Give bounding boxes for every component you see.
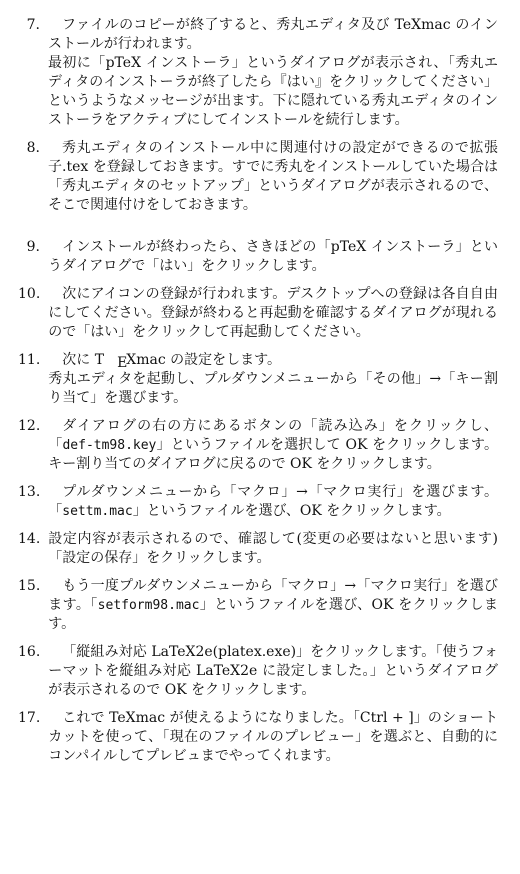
- tex-logo-t: T: [94, 352, 105, 368]
- step-8: [18, 139, 498, 215]
- step-paragraph: ファイルのコピーが終了すると、秀丸エディタ及び TeXmac のインストールが行われます。: [48, 17, 498, 52]
- step-paragraph: これで TeXmac が使えるようになりました。「Ctrl + ]」のショートカットを使って、「現在のファイルのプレビュー」を選ぶと、自動的にコンパイルしてプレビュまでやってくれます。: [48, 710, 498, 764]
- tex-logo-e: E: [117, 355, 128, 371]
- step-body: [48, 238, 498, 276]
- step-body: [48, 577, 498, 634]
- step-13: [18, 483, 498, 521]
- step-paragraph: インストールが終わったら、さきほどの「pTeX インストーラ」というダイアログで「はい」をクリックします。: [48, 239, 498, 274]
- step-body: [48, 16, 498, 130]
- step-text: 次に: [62, 352, 95, 368]
- step-11: [18, 351, 498, 408]
- step-text: 」というファイルを選択して OK をクリックします。キー割り当てのダイアログに戻るので OK をクリックします。: [48, 437, 498, 472]
- step-text: 」というファイルを選び、OK をクリックします。: [132, 503, 451, 519]
- step-number: 12.: [18, 418, 41, 434]
- spacer: [18, 224, 498, 238]
- step-paragraph: [48, 351, 498, 370]
- step-number: 16.: [18, 644, 41, 660]
- step-body: [48, 709, 498, 766]
- step-paragraph: 最初に「pTeX インストーラ」というダイアログが表示され、「秀丸エディタのインストーラが終了したら『はい』をクリックしてください」というようなメッセージが出ます。下に隠れている秀丸エディタのインストーラをアクティブにしてインストールを続行します。: [48, 55, 498, 128]
- step-paragraph: [48, 577, 498, 634]
- step-body: [48, 285, 498, 342]
- step-number: 8.: [26, 140, 40, 156]
- step-10: [18, 285, 498, 342]
- step-text: mac の設定をします。: [136, 352, 282, 368]
- step-12: [18, 417, 498, 474]
- step-text: もう一度プルダウンメニューから「マクロ」→「マクロ実行」を選びます。「: [48, 578, 498, 613]
- step-number: 7.: [26, 17, 40, 33]
- filename-code: def-tm98.key: [62, 438, 157, 453]
- step-body: [48, 643, 498, 700]
- step-number: 13.: [18, 484, 41, 500]
- step-14: [18, 530, 498, 568]
- step-number: 17.: [18, 710, 41, 726]
- step-number: 14.: [18, 531, 41, 547]
- step-number: 9.: [26, 239, 40, 255]
- step-text: プルダウンメニューから「マクロ」→「マクロ実行」を選びます。「: [48, 484, 498, 519]
- tex-logo-x: X: [126, 352, 137, 368]
- step-7: [18, 16, 498, 130]
- step-number: 10.: [18, 286, 41, 302]
- step-body: [48, 417, 498, 474]
- step-paragraph: [48, 417, 498, 474]
- step-paragraph: 秀丸エディタを起動し、プルダウンメニューから「その他」→「キー割り当て」を選びます。: [48, 371, 498, 406]
- step-body: [48, 139, 498, 215]
- step-body: [48, 351, 498, 408]
- step-15: [18, 577, 498, 634]
- step-paragraph: 「縦組み対応 LaTeX2e(platex.exe)」をクリックします。「使うフォーマットを縦組み対応 LaTeX2e に設定しました。」というダイアログが表示されるので OK をクリックします。: [48, 644, 498, 698]
- tex-logo: [94, 352, 137, 371]
- step-text: 」というファイルを選び、OK をクリックします。: [48, 597, 498, 632]
- step-paragraph: 秀丸エディタのインストール中に関連付けの設定ができるので拡張子.tex を登録しておきます。すでに秀丸をインストールしていた場合は「秀丸エディタのセットアップ」というダイアログが表示されるので、そこで関連付けをしておきます。: [48, 140, 498, 213]
- step-16: [18, 643, 498, 700]
- step-paragraph: 設定内容が表示されるので、確認して(変更の必要はないと思います)「設定の保存」をクリックします。: [48, 531, 498, 566]
- step-body: [48, 530, 498, 568]
- step-17: [18, 709, 498, 766]
- filename-code: setform98.mac: [97, 598, 200, 613]
- step-number: 15.: [18, 578, 41, 594]
- step-9: [18, 238, 498, 276]
- step-number: 11.: [18, 352, 41, 368]
- step-paragraph: [48, 483, 498, 521]
- step-body: [48, 483, 498, 521]
- filename-code: settm.mac: [62, 504, 133, 519]
- step-text: ダイアログの右の方にあるボタンの「読み込み」をクリックし、「: [48, 418, 498, 453]
- step-paragraph: 次にアイコンの登録が行われます。デスクトップへの登録は各自自由にしてください。登録が終わると再起動を確認するダイアログが現れるので「はい」をクリックして再起動してください。: [48, 286, 498, 340]
